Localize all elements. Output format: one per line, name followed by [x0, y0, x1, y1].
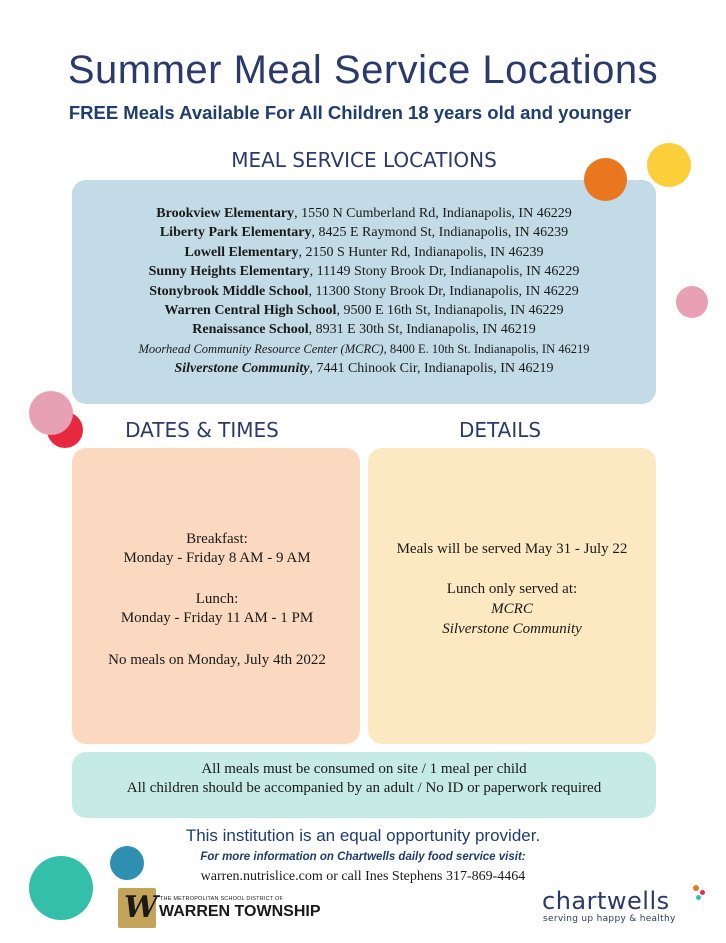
location-list [72, 204, 656, 379]
chartwells-tagline: serving up happy & healthy [543, 914, 676, 924]
location-item: Warren Central High School, 9500 E 16th St, Indianapolis, IN 46229 [164, 303, 564, 319]
decor-circle-pink-left [29, 391, 73, 435]
rules-line-2: All children should be accompanied by an adult / No ID or paperwork required [126, 780, 602, 796]
chartwells-logo-dot-red [700, 890, 705, 895]
page-title: Summer Meal Service Locations [67, 48, 659, 92]
decor-circle-orange [584, 158, 627, 201]
decor-circle-teal [29, 856, 93, 920]
breakfast-time: Monday - Friday 8 AM - 9 AM [123, 550, 311, 566]
location-item: Renaissance School, 8931 E 30th St, Indianapolis, IN 46219 [192, 322, 536, 338]
equal-opportunity-statement: This institution is an equal opportunity provider. [185, 826, 541, 845]
website-contact: warren.nutrislice.com or call Ines Stephens 317-869-4464 [200, 869, 526, 884]
locations-heading: MEAL SERVICE LOCATIONS [231, 148, 497, 172]
location-item: Silverstone Community, 7441 Chinook Cir, Indianapolis, IN 46219 [174, 361, 554, 377]
chartwells-logo-dot-orange [693, 885, 699, 891]
location-item: Stonybrook Middle School, 11300 Stony Brook Dr, Indianapolis, IN 46229 [149, 283, 579, 299]
location-item: Moorhead Community Resource Center (MCRC), 8400 E. 10th St. Indianapolis, IN 46219 [138, 341, 590, 356]
warren-logo-small-text: THE METROPOLITAN SCHOOL DISTRICT OF [160, 896, 284, 902]
dates-heading: DATES & TIMES [125, 418, 279, 442]
chartwells-logo-dot-teal [696, 895, 701, 900]
lunch-site-mcrc: MCRC [491, 601, 533, 617]
decor-circle-pink-right [676, 286, 708, 318]
decor-circle-blue [110, 846, 144, 880]
breakfast-label: Breakfast: [186, 531, 248, 547]
lunch-only-label: Lunch only served at: [446, 581, 578, 597]
location-item: Sunny Heights Elementary, 11149 Stony Brook Dr, Indianapolis, IN 46229 [148, 264, 580, 280]
location-item: Brookview Elementary, 1550 N Cumberland Rd, Indianapolis, IN 46229 [156, 206, 572, 221]
details-heading: DETAILS [458, 418, 542, 442]
more-info-text: For more information on Chartwells daily food service visit: [200, 851, 526, 863]
decor-circle-yellow [647, 143, 691, 187]
warren-logo-icon: W [118, 888, 156, 928]
location-item: Lowell Elementary, 2150 S Hunter Rd, Indianapolis, IN 46239 [184, 244, 544, 260]
lunch-site-silverstone: Silverstone Community [442, 621, 582, 637]
no-meals-note: No meals on Monday, July 4th 2022 [108, 652, 326, 668]
chartwells-logo-name: chartwells [542, 887, 670, 915]
page-subtitle: FREE Meals Available For All Children 18 years old and younger [68, 102, 632, 123]
served-dates: Meals will be served May 31 - July 22 [396, 541, 628, 557]
rules-line-1: All meals must be consumed on site / 1 meal per child [201, 761, 527, 777]
warren-logo-name: WARREN TOWNSHIP [159, 903, 321, 920]
location-item: Liberty Park Elementary, 8425 E Raymond St, Indianapolis, IN 46239 [159, 225, 569, 241]
lunch-label: Lunch: [195, 591, 239, 607]
lunch-time: Monday - Friday 11 AM - 1 PM [120, 610, 314, 626]
